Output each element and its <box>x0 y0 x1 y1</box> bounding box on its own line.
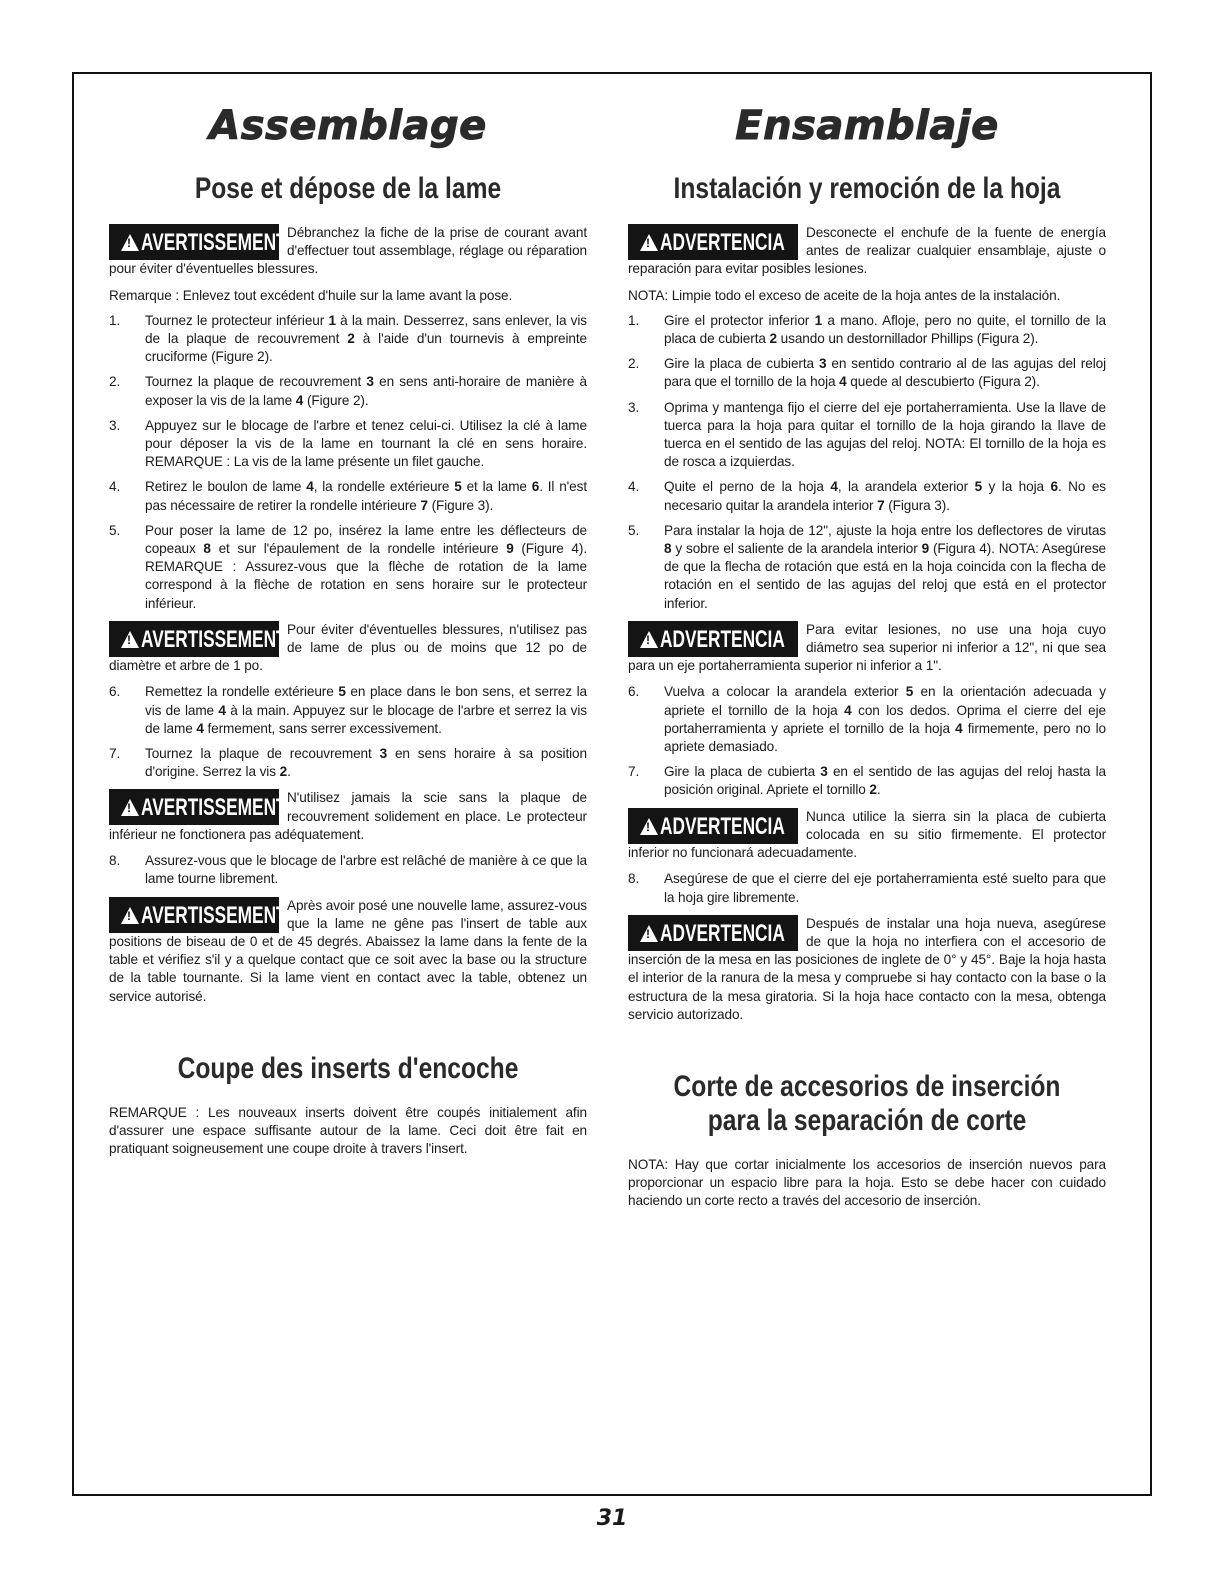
steps-list <box>109 683 587 781</box>
step-number: 3. <box>628 399 640 415</box>
warning-text: Después de instalar una hoja nueva, asegúrese de que la hoja no interfiera con el accesorio de inserción de la mesa en las posiciones de inglete de 0° y 45°. Baje la hoja hasta el interior de la ranura de la mesa y compruebe si hay contacto con la base o la estructura de la mesa giratoria. Si la hoja hace contacto con la mesa, obtenga servicio autorizado. <box>628 915 1106 1022</box>
note-text: NOTA: Limpie todo el exceso de aceite de la hoja antes de la instalación. <box>628 287 1061 303</box>
step-number: 1. <box>109 312 121 328</box>
step-number: 2. <box>109 374 121 390</box>
section-title-inserts-fr: Coupe des inserts d'encoche <box>177 1051 519 1085</box>
step-item <box>628 763 1106 799</box>
warning-block <box>628 915 1106 1024</box>
warning-block <box>109 224 587 279</box>
warning-text: Para evitar lesiones, no use una hoja cuyo diámetro sea superior ni inferior a 12", ni que sea para un eje portaherramienta superior ni inferior a 1". <box>628 621 1106 674</box>
warning-block <box>628 621 1106 676</box>
steps-list <box>109 312 587 613</box>
warning-badge: ! ADVERTENCIA <box>628 224 798 260</box>
warning-triangle-icon <box>640 631 658 648</box>
step-number: 1. <box>628 312 640 328</box>
step-item <box>628 683 1106 756</box>
step-number: 5. <box>109 522 121 538</box>
right-column <box>628 74 1106 1218</box>
step-text: Vuelva a colocar la arandela exterior 5 en la orientación adecuada y apriete el tornillo de la hoja 4 con los dedos. Oprima el cierre del eje portaherramienta y apriete el tornillo de la hoja 4 firmemente, pero no lo apriete demasiado. <box>664 684 1107 755</box>
step-text: Tournez le protecteur inférieur 1 à la main. Desserrez, sans enlever, la vis de la plaque de recouvrement 2 à l'aide d'un tournevis à empreinte cruciforme (Figure 2). <box>145 312 587 365</box>
warning-badge: ! AVERTISSEMENT <box>109 224 279 260</box>
section-title-blade-fr: Pose et dépose de la lame <box>194 172 502 205</box>
note-text: REMARQUE : Les nouveaux inserts doivent être coupés initialement afin d'assurer une espace suffisante autour de la lame. Ceci doit être fait en pratiquant soigneusement une coupe droite à travers l'insert. <box>109 1104 587 1157</box>
step-item <box>109 373 587 409</box>
step-text: Gire el protector inferior 1 a mano. Afloje, pero no quite, el tornillo de la placa de cubierta 2 usando un destornillador Phillips (Figura 2). <box>664 312 1106 347</box>
step-number: 6. <box>109 684 121 700</box>
warning-triangle-icon <box>121 234 139 251</box>
main-title-fr: Assemblage <box>209 103 487 149</box>
step-text: Tournez la plaque de recouvrement 3 en sens horaire à sa position d'origine. Serrez la vis 2. <box>145 746 587 780</box>
step-number: 6. <box>628 684 640 700</box>
step-item <box>628 355 1106 391</box>
left-column <box>109 74 587 1165</box>
warning-text: Après avoir posé une nouvelle lame, assurez-vous que la lame ne gêne pas l'insert de table aux positions de biseau de 0 et de 45 degrés. Abaissez la lame dans la fente de la table et vérifiez s'il y a quelque contact que ce soit avec la base ou la structure de la table tournante. Si la lame vient en contact avec la table, obtenez un service autorisé. <box>109 897 587 1004</box>
step-number: 2. <box>628 356 640 372</box>
step-text: Asegúrese de que el cierre del eje portaherramienta esté suelto para que la hoja gire libremente. <box>664 871 1106 905</box>
warning-block <box>628 808 1106 863</box>
warning-triangle-icon <box>121 631 139 648</box>
step-item <box>109 417 587 472</box>
warning-text: N'utilisez jamais la scie sans la plaque de recouvrement solidement en place. Le protecteur inférieur ne fonctionera pas adéquatement. <box>109 790 587 842</box>
step-text: Pour poser la lame de 12 po, insérez la lame entre les déflecteurs de copeaux 8 et sur l'épaulement de la rondelle intérieure 9 (Figure 4). REMARQUE : Assurez-vous que la flèche de rotation de la lame correspond à la flèche de rotation en sens horaire sur le protecteur inférieur. <box>145 522 587 611</box>
step-number: 7. <box>109 746 121 762</box>
step-text: Remettez la rondelle extérieure 5 en place dans le bon sens, et serrez la vis de lame 4 à la main. Appuyez sur le blocage de l'arbre et serrez la vis de lame 4 fermement, sans serrer excessivement. <box>145 684 587 736</box>
step-text: Gire la placa de cubierta 3 en el sentido de las agujas del reloj hasta la posición original. Apriete el tornillo 2. <box>664 764 1106 798</box>
step-item <box>628 478 1106 514</box>
step-text: Tournez la plaque de recouvrement 3 en sens anti-horaire de manière à exposer la vis de la lame 4 (Figure 2). <box>145 374 587 408</box>
step-item <box>628 312 1106 348</box>
step-text: Assurez-vous que le blocage de l'arbre est relâché de manière à ce que la lame tourne librement. <box>145 853 587 887</box>
section-title-blade-es: Instalación y remoción de la hoja <box>673 172 1061 205</box>
warning-triangle-icon <box>121 907 139 924</box>
step-item <box>628 399 1106 472</box>
warning-block <box>109 621 587 676</box>
step-text: Quite el perno de la hoja 4, la arandela exterior 5 y la hoja 6. No es necesario quitar la arandela interior 7 (Figura 3). <box>664 479 1106 513</box>
step-item <box>628 870 1106 906</box>
step-item <box>109 312 587 367</box>
step-item <box>628 522 1106 613</box>
warning-triangle-icon <box>121 799 139 816</box>
steps-list <box>628 683 1106 799</box>
note-text: NOTA: Hay que cortar inicialmente los accesorios de inserción nuevos para proporcionar un espacio libre para la hoja. Esto se debe hacer con cuidado haciendo un corte recto a través del accesorio de inserción. <box>628 1156 1106 1209</box>
warning-text: Pour éviter d'éventuelles blessures, n'utilisez pas de lame de plus ou de moins que 12 po de diamètre et arbre de 1 po. <box>109 621 587 674</box>
step-item <box>109 852 587 888</box>
warning-badge: ! ADVERTENCIA <box>628 808 798 844</box>
warning-triangle-icon <box>640 234 658 251</box>
step-number: 8. <box>109 853 121 869</box>
warning-badge: ! ADVERTENCIA <box>628 621 798 657</box>
page-frame <box>72 72 1152 1496</box>
step-number: 8. <box>628 871 640 887</box>
step-text: Para instalar la hoja de 12", ajuste la hoja entre los deflectores de virutas 8 y sobre el saliente de la arandela interior 9 (Figura 4). NOTA: Asegúrese de que la flecha de rotación que está en la hoja coincida con la flecha de rotación en el sentido de las agujas del reloj que está en el protector inferior. <box>664 522 1107 611</box>
step-item <box>109 478 587 514</box>
note-text: Remarque : Enlevez tout excédent d'huile sur la lame avant la pose. <box>109 287 513 303</box>
main-title-es: Ensamblaje <box>735 103 999 149</box>
step-number: 4. <box>628 479 640 495</box>
warning-text: Nunca utilice la sierra sin la placa de cubierta colocada en su sitio firmemente. El protector inferior no funcionará adecuadamente. <box>628 808 1106 861</box>
step-number: 3. <box>109 417 121 433</box>
step-text: Oprima y mantenga fijo el cierre del eje portaherramienta. Use la llave de tuerca para la hoja para quitar el tornillo de la hoja girando la llave de tuerca en el sentido de las agujas del reloj. NOTA: El tornillo de la hoja es de rosca a izquierdas. <box>664 399 1106 470</box>
step-text: Gire la placa de cubierta 3 en sentido contrario al de las agujas del reloj para que el tornillo de la hoja 4 quede al descubierto (Figura 2). <box>664 356 1106 390</box>
warning-block <box>109 897 587 1006</box>
step-number: 7. <box>628 764 640 780</box>
steps-list <box>628 312 1106 613</box>
step-text: Retirez le boulon de lame 4, la rondelle extérieure 5 et la lame 6. Il n'est pas nécessaire de retirer la rondelle intérieure 7 (Figure 3). <box>145 479 588 513</box>
warning-badge: ! ADVERTENCIA <box>628 915 798 951</box>
step-item <box>109 683 587 738</box>
warning-text: Débranchez la fiche de la prise de courant avant d'effectuer tout assemblage, réglage ou réparation pour éviter d'éventuelles blessures. <box>109 225 587 277</box>
warning-triangle-icon <box>640 925 658 942</box>
warning-badge: ! AVERTISSEMENT <box>109 789 279 825</box>
warning-text: Desconecte el enchufe de la fuente de energía antes de realizar cualquier ensamblaje, ajuste o reparación para evitar posibles lesiones. <box>628 225 1106 277</box>
steps-list <box>109 852 587 888</box>
warning-block <box>109 789 587 844</box>
warning-block <box>628 224 1106 279</box>
step-item <box>109 745 587 781</box>
steps-list <box>628 870 1106 906</box>
step-number: 5. <box>628 522 640 538</box>
section-title-inserts-es: Corte de accesorios de inserción para la separación de corte <box>673 1069 1061 1137</box>
warning-triangle-icon <box>640 818 658 835</box>
step-number: 4. <box>109 479 121 495</box>
warning-badge: ! AVERTISSEMENT <box>109 897 279 933</box>
step-text: Appuyez sur le blocage de l'arbre et tenez celui-ci. Utilisez la clé à lame pour déposer la vis de la lame en tournant la clé en sens horaire. REMARQUE : La vis de la lame présente un filet gauche. <box>145 417 587 470</box>
step-item <box>109 522 587 613</box>
warning-badge: ! AVERTISSEMENT <box>109 621 279 657</box>
page-number: 31 <box>596 1506 628 1531</box>
